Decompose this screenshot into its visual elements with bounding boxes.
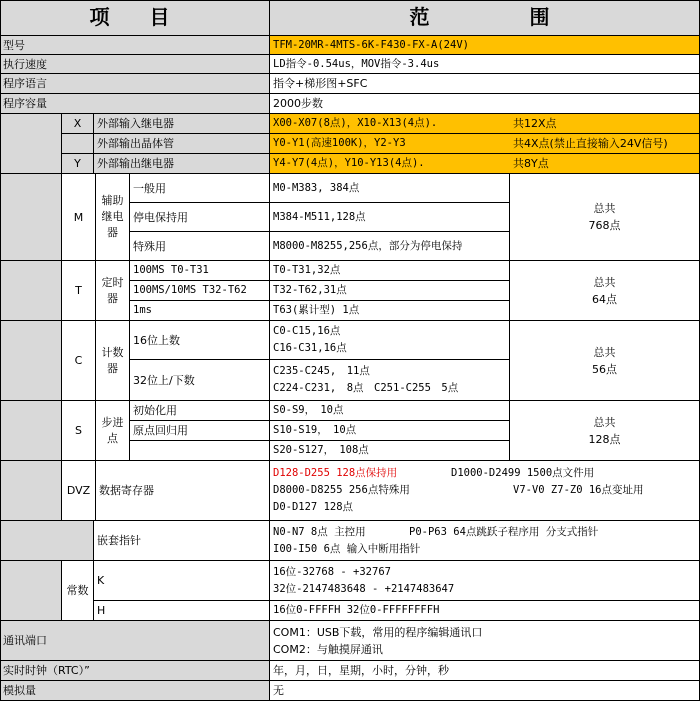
- c-total-label: 总共: [593, 345, 616, 359]
- m-item-range: M0-M383, 384点: [270, 174, 510, 203]
- t-item-range: T0-T31,32点: [270, 261, 510, 281]
- d-name: 数据寄存器: [96, 461, 270, 521]
- m-total-label: 总共: [593, 202, 616, 215]
- const-h-range: 16位0-FFFFH 32位0-FFFFFFFFH: [270, 601, 700, 621]
- analog-value: 无: [270, 681, 700, 701]
- pointer-range: [270, 521, 700, 561]
- const-k-16bit: 16位-32768 - +32767: [273, 565, 391, 578]
- t-blank-cell: [0, 261, 62, 321]
- c-item-name: 32位上/下数: [130, 360, 270, 401]
- header-range: 范 围: [270, 0, 700, 36]
- c-range-line: C224-C231, 8点 C251-C255 5点: [273, 382, 459, 394]
- m-item-name: 特殊用: [130, 232, 270, 261]
- m-item-name: 一般用: [130, 174, 270, 203]
- s-item-name: [130, 441, 270, 461]
- const-k-code: K: [94, 561, 270, 601]
- io-blank-cell: [0, 114, 62, 174]
- t-item-range: T63(累计型) 1点: [270, 301, 510, 321]
- y-code: Y: [62, 154, 94, 174]
- pointer-jump-range: P0-P63 64点跳跃子程序用 分支式指针: [409, 525, 599, 538]
- s-total-count: 128点: [588, 432, 621, 446]
- t-group: 定时器: [96, 261, 130, 321]
- model-value: TFM-20MR-4MTS-6K-F430-FX-A(24V): [270, 36, 700, 55]
- t-item-name: 100MS T0-T31: [130, 261, 270, 281]
- rtc-label: 实时时钟（RTC）”: [0, 661, 270, 681]
- y-range-cell: [270, 154, 700, 174]
- s-group: 步进点: [96, 401, 130, 461]
- c-blank-cell: [0, 321, 62, 401]
- pointer-interrupt-range: I00-I50 6点 输入中断用指针: [273, 542, 421, 555]
- y-total: 共8Y点: [513, 157, 549, 170]
- m-blank-cell: [0, 174, 62, 261]
- model-label: 型号: [0, 36, 270, 55]
- d-range: [270, 461, 700, 521]
- c-item-range: [270, 321, 510, 360]
- c-total: [510, 321, 700, 401]
- d-code: DVZ: [62, 461, 96, 521]
- t-item-name: 100MS/10MS T32-T62: [130, 281, 270, 301]
- pointer-name: 嵌套指针: [94, 521, 270, 561]
- x-code: X: [62, 114, 94, 134]
- transistor-name: 外部输出晶体管: [94, 134, 270, 154]
- c-item-range: [270, 360, 510, 401]
- x-range-cell: [270, 114, 700, 134]
- header-item: 项 目: [0, 0, 270, 36]
- language-value: 指令+梯形图+SFC: [270, 74, 700, 94]
- d-general-range: D0-D127 128点: [273, 501, 354, 513]
- comm-label: 通讯端口: [0, 621, 270, 661]
- s-item-range: S10-S19， 10点: [270, 421, 510, 441]
- d-retentive-range: D128-D255 128点保持用: [273, 467, 398, 479]
- speed-label: 执行速度: [0, 55, 270, 74]
- transistor-total: 共4X点(禁止直接输入24V信号): [513, 137, 668, 150]
- transistor-range-cell: [270, 134, 700, 154]
- m-total: [510, 174, 700, 261]
- t-code: T: [62, 261, 96, 321]
- c-range-line: C235-C245, 11点: [273, 365, 370, 377]
- s-total: [510, 401, 700, 461]
- rtc-value: 年，月，日，星期，小时，分钟，秒: [270, 661, 700, 681]
- x-name: 外部输入继电器: [94, 114, 270, 134]
- language-label: 程序语言: [0, 74, 270, 94]
- c-item-name: 16位上数: [130, 321, 270, 360]
- t-total: [510, 261, 700, 321]
- s-blank-cell: [0, 401, 62, 461]
- comm-range: [270, 621, 700, 661]
- y-range: Y4-Y7(4点)，Y10-Y13(4点).: [273, 157, 425, 169]
- transistor-range: Y0-Y1(高速100K)，Y2-Y3: [273, 137, 406, 149]
- d-index-range: V7-V0 Z7-Z0 16点变址用: [513, 484, 644, 496]
- m-code: M: [62, 174, 96, 261]
- t-total-count: 64点: [592, 292, 617, 306]
- c-code: C: [62, 321, 96, 401]
- transistor-code-blank: [62, 134, 94, 154]
- t-item-name: 1ms: [130, 301, 270, 321]
- speed-value: LD指令-0.54us，MOV指令-3.4us: [270, 55, 700, 74]
- s-total-label: 总共: [593, 415, 616, 429]
- capacity-label: 程序容量: [0, 94, 270, 114]
- y-name: 外部输出继电器: [94, 154, 270, 174]
- d-blank-cell: [0, 461, 62, 521]
- d-file-range: D1000-D2499 1500点文件用: [451, 467, 595, 479]
- t-item-range: T32-T62,31点: [270, 281, 510, 301]
- const-h-code: H: [94, 601, 270, 621]
- c-range-line: C16-C31,16点: [273, 342, 347, 354]
- c-total-count: 56点: [592, 362, 617, 376]
- x-total: 共12X点: [513, 117, 557, 130]
- comm-port-2: COM2：与触摸屏通讯: [273, 642, 383, 656]
- s-code: S: [62, 401, 96, 461]
- d-special-range: D8000-D8255 256点特殊用: [273, 484, 410, 496]
- s-item-range: S20-S127， 108点: [270, 441, 510, 461]
- comm-port-1: COM1：USB下载，常用的程序编辑通讯口: [273, 625, 483, 639]
- m-item-range: M384-M511,128点: [270, 203, 510, 232]
- s-item-name: 原点回归用: [130, 421, 270, 441]
- pointer-blank-cell: [0, 521, 94, 561]
- m-total-count: 768点: [588, 219, 621, 232]
- s-item-name: 初始化用: [130, 401, 270, 421]
- c-range-line: C0-C15,16点: [273, 325, 341, 337]
- const-k-32bit: 32位-2147483648 - +2147483647: [273, 582, 455, 595]
- s-item-range: S0-S9， 10点: [270, 401, 510, 421]
- const-k-range: [270, 561, 700, 601]
- t-total-label: 总共: [593, 275, 616, 289]
- m-item-name: 停电保持用: [130, 203, 270, 232]
- m-group: 辅助继电器: [96, 174, 130, 261]
- const-blank-cell: [0, 561, 62, 621]
- capacity-value: 2000步数: [270, 94, 700, 114]
- analog-label: 模拟量: [0, 681, 270, 701]
- const-group: 常数: [62, 561, 94, 621]
- x-range: X00-X07(8点)，X10-X13(4点).: [273, 117, 438, 129]
- pointer-master-range: N0-N7 8点 主控用: [273, 525, 366, 538]
- c-group: 计数器: [96, 321, 130, 401]
- m-item-range: M8000-M8255,256点，部分为停电保持: [270, 232, 510, 261]
